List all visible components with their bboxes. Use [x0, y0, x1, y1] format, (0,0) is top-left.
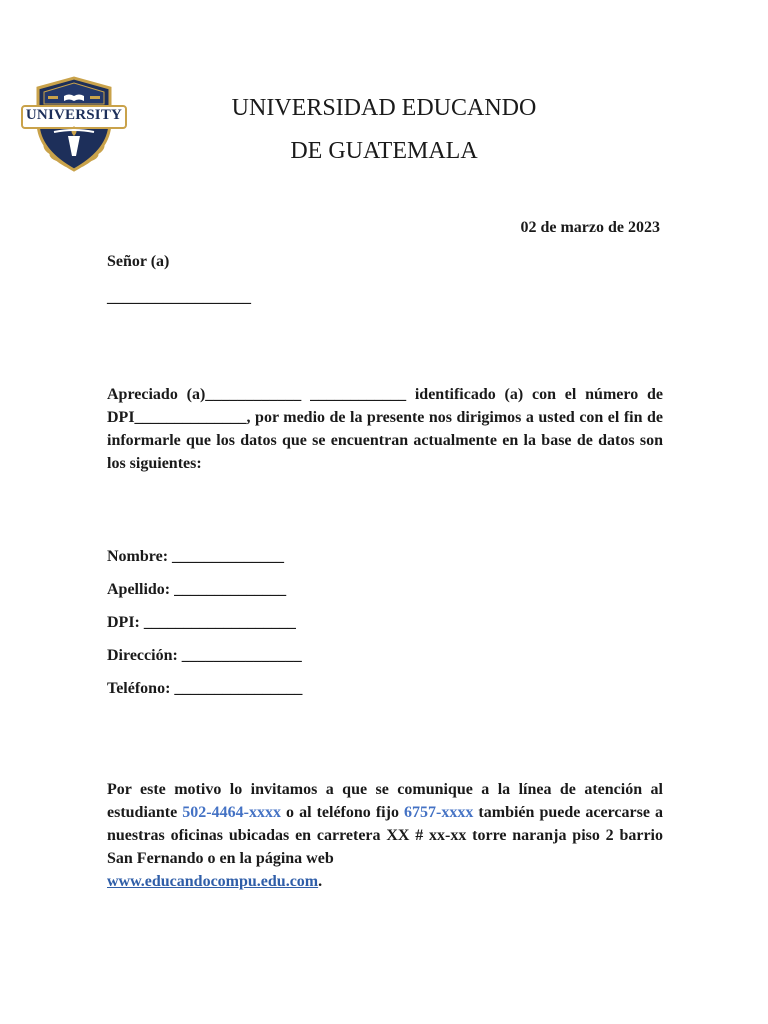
intro-paragraph [107, 383, 663, 475]
field-apellido [107, 581, 286, 599]
field-nombre [107, 548, 284, 566]
logo-wordmark: UNIVERSITY [25, 107, 123, 123]
field-blank: ______________ [174, 581, 287, 598]
closing-text: Por este motivo lo invitamos a que se comunique a la línea de atención al estudiante [107, 781, 663, 821]
university-logo [20, 74, 128, 174]
website-link[interactable]: www.educandocompu.edu.com [107, 873, 319, 890]
university-name-line2: DE GUATEMALA [290, 138, 478, 164]
field-blank: _______________ [181, 647, 302, 664]
field-label: Teléfono: [107, 680, 171, 697]
field-label: Dirección: [107, 647, 178, 664]
intro-text-end: datos son los siguientes: [107, 432, 664, 472]
closing-paragraph [107, 778, 663, 893]
student-phone-link[interactable]: 502-4464-xxxx [182, 804, 281, 821]
closing-text-mid: o al teléfono fijo [286, 804, 399, 821]
fixed-phone-link[interactable]: 6757-xxxx [404, 804, 474, 821]
letter-date: 02 de marzo de 2023 [520, 219, 660, 236]
university-name-line1: UNIVERSIDAD EDUCANDO [231, 95, 537, 121]
recipient-blank-line: __________________ [107, 289, 251, 306]
intro-text: Apreciado (a)____________ ____________ identificado (a) con el número de DPI______________, por medio de la presente nos dirigimos a usted con el fin de informarle que los datos que se encuentran actualmente en la base de [107, 386, 663, 449]
closing-text-rest: también puede acercarse a nuestras oficinas ubicadas en carretera XX # xx-xx torre naranja piso 2 barrio San Fernando o en la página web [107, 804, 664, 867]
field-blank: ______________ [172, 548, 285, 565]
field-telefono [107, 680, 302, 698]
field-blank: ___________________ [143, 614, 296, 631]
field-blank: ________________ [174, 680, 303, 697]
university-seal-icon [20, 74, 128, 174]
field-direccion [107, 647, 302, 665]
closing-period: . [318, 873, 323, 890]
salutation: Señor (a) [107, 253, 170, 270]
field-label: DPI: [107, 614, 140, 631]
field-dpi [107, 614, 296, 632]
field-label: Nombre: [107, 548, 169, 565]
field-label: Apellido: [107, 581, 171, 598]
